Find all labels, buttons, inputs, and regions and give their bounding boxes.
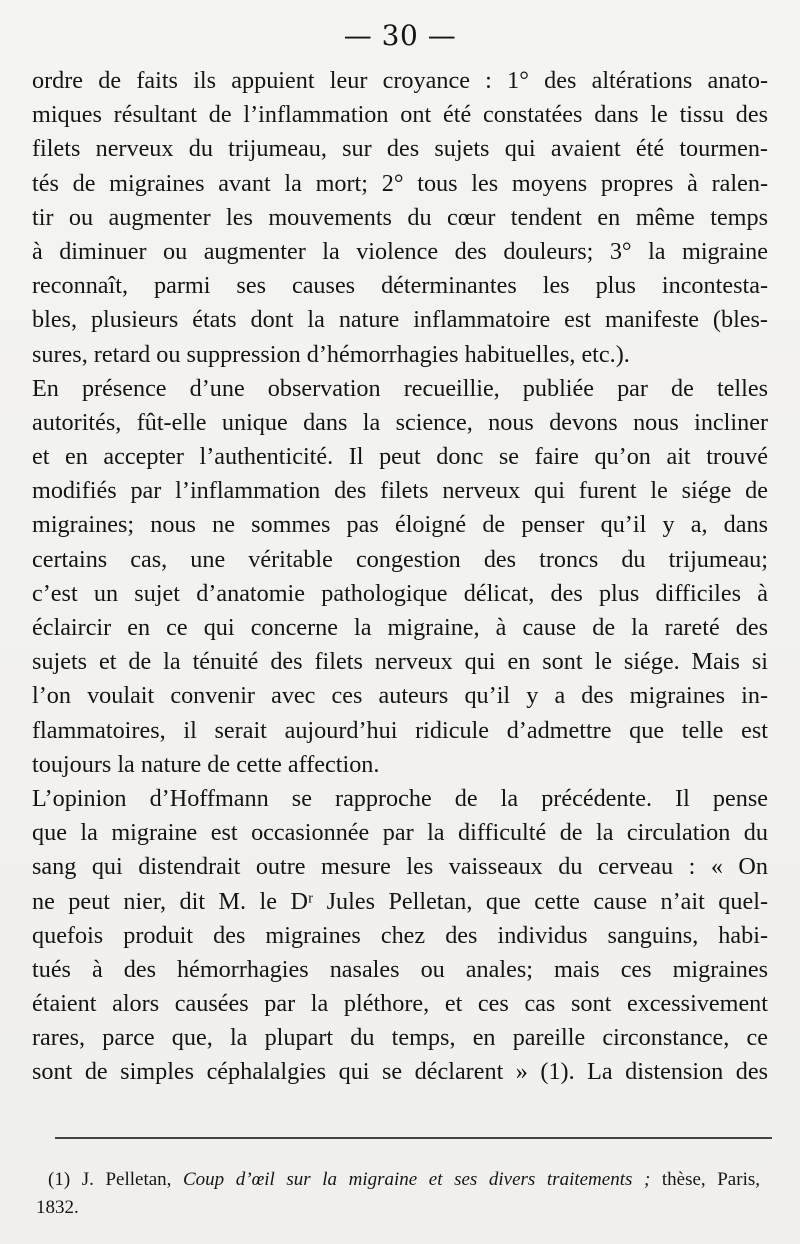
footnote-marker: (1) J. Pelletan, (48, 1169, 183, 1190)
text-line: modifiés par l’inflammation des filets nerveux qui furent le siége de (32, 477, 768, 505)
text-line: toujours la nature de cette affection. (32, 750, 380, 778)
text-line: à diminuer ou augmenter la violence des douleurs; 3° la migraine (32, 237, 768, 265)
footnote-rest: thèse, Paris, (650, 1169, 760, 1190)
text-line: ne peut nier, dit M. le Dʳ Jules Pelletan, que cette cause n’ait quel- (32, 887, 768, 915)
text-line: que la migraine est occasionnée par la difficulté de la circulation du (32, 819, 768, 847)
text-line: migraines; nous ne sommes pas éloigné de penser qu’il y a, dans (32, 511, 768, 539)
text-line: sang qui distendrait outre mesure les vaisseaux du cerveau : « On (32, 853, 768, 881)
footnote-line (36, 1166, 760, 1194)
text-line: flammatoires, il serait aujourd’hui ridicule d’admettre que telle est (32, 716, 768, 744)
text-line: autorités, fût-elle unique dans la science, nous devons nous incliner (32, 408, 768, 436)
text-line: reconnaît, parmi ses causes déterminantes les plus incontesta- (32, 272, 768, 300)
text-line: étaient alors causées par la pléthore, et ces cas sont excessivement (32, 990, 768, 1018)
text-line: certains cas, une véritable congestion des troncs du trijumeau; (32, 545, 768, 573)
footnote-divider (55, 1137, 772, 1139)
text-line: rares, parce que, la plupart du temps, en pareille circonstance, ce (32, 1024, 768, 1052)
text-line: c’est un sujet d’anatomie pathologique délicat, des plus difficiles à (32, 579, 768, 607)
footnote (36, 1166, 772, 1222)
text-line: et en accepter l’authenticité. Il peut donc se faire qu’on ait trouvé (32, 443, 768, 471)
body-text (32, 64, 768, 1090)
footnote-title: Coup d’œil sur la migraine et ses divers traitements ; (183, 1169, 651, 1190)
text-line: tir ou augmenter les mouvements du cœur tendent en même temps (32, 203, 768, 231)
footnote-year: 1832. (36, 1197, 79, 1218)
text-line: ordre de faits ils appuient leur croyance : 1° des altérations anato- (32, 67, 768, 94)
text-line: sures, retard ou suppression d’hémorrhagies habituelles, etc.). (32, 340, 630, 368)
text-line: tés de migraines avant la mort; 2° tous les moyens propres à ralen- (32, 169, 768, 197)
text-line: sont de simples céphalalgies qui se déclarent » (1). La distension des (32, 1058, 768, 1086)
text-line: miques résultant de l’inflammation ont été constatées dans le tissu des (32, 101, 768, 129)
text-line: quefois produit des migraines chez des individus sanguins, habi- (32, 921, 768, 949)
text-line: bles, plusieurs états dont la nature inflammatoire est manifeste (bles- (32, 306, 768, 334)
text-line: En présence d’une observation recueillie, publiée par de telles (32, 374, 768, 402)
text-line: l’on voulait convenir avec ces auteurs qu’il y a des migraines in- (32, 682, 768, 710)
text-line: éclaircir en ce qui concerne la migraine, à cause de la rareté des (32, 614, 768, 641)
text-line: sujets et de la ténuité des filets nerveux qui en sont le siége. Mais si (32, 648, 768, 676)
text-line: tués à des hémorrhagies nasales ou anales; mais ces migraines (32, 955, 768, 983)
page-number: — 30 — (343, 19, 457, 52)
text-line: filets nerveux du trijumeau, sur des sujets qui avaient été tourmen- (32, 135, 768, 163)
text-line: L’opinion d’Hoffmann se rapproche de la précédente. Il pense (32, 784, 768, 812)
